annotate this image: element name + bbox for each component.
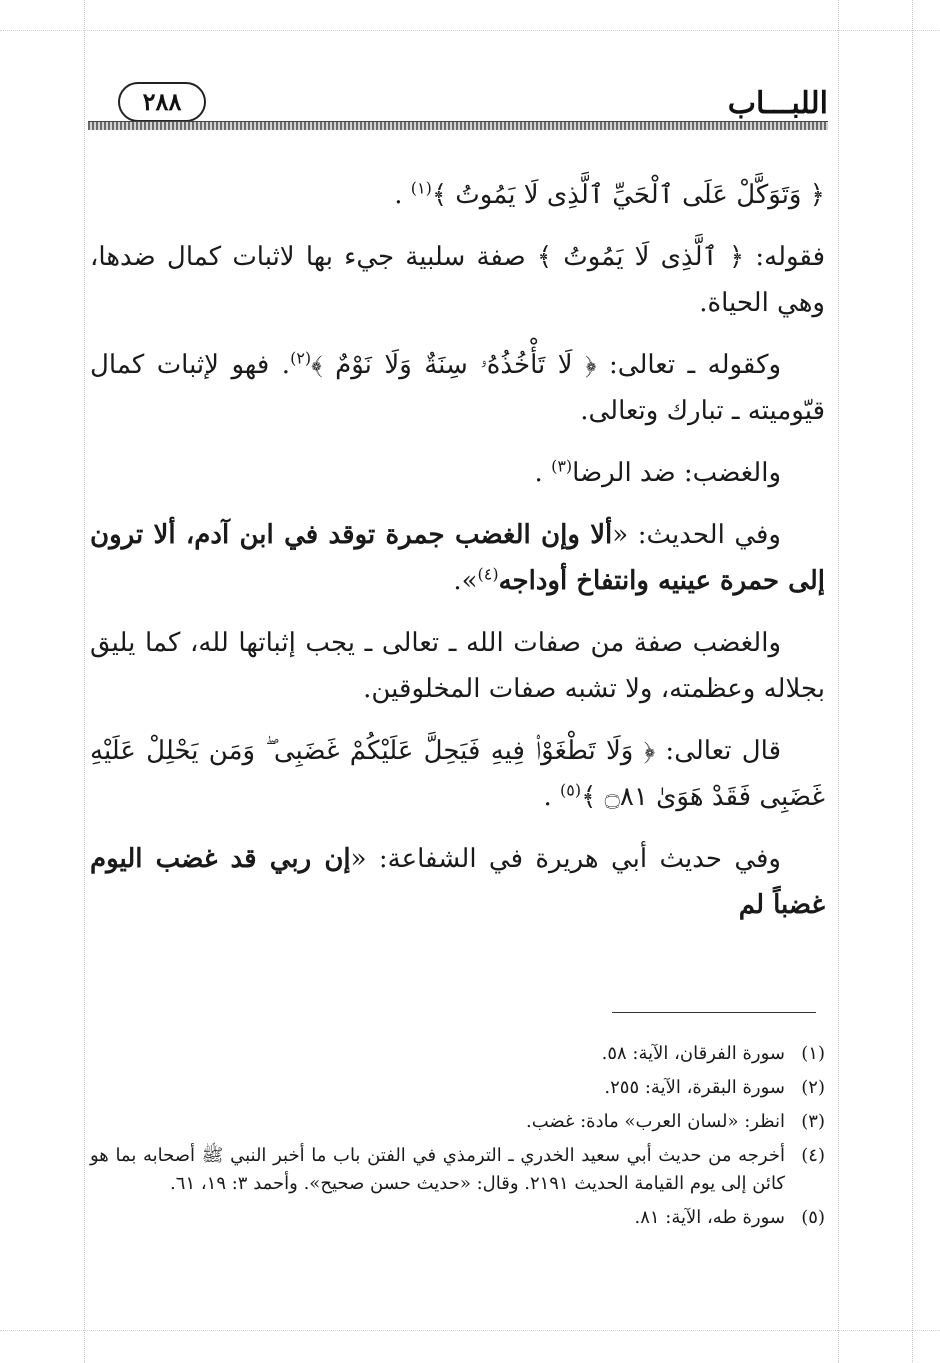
paragraph-6 (90, 620, 825, 712)
paragraph-4 (90, 450, 825, 496)
footnote (90, 1204, 825, 1232)
paragraph-1 (90, 172, 825, 218)
paragraph-2 (90, 234, 825, 326)
footnote-number: (٣) (801, 1111, 825, 1132)
paragraph-text: وفي الحديث: « (612, 520, 781, 550)
paragraph-8 (90, 836, 825, 928)
footnote-number: (١) (801, 1043, 825, 1064)
footnote-ref: (٤) (477, 564, 499, 584)
hadith-text: إن ربي قد غضب اليوم غضباً لم (90, 844, 825, 920)
quran-verse: ﴿ ٱلَّذِى لَا يَمُوتُ ﴾ (536, 242, 745, 272)
paragraph-text: . (543, 782, 561, 812)
paragraph-text: صفة سلبية جيء بها لاثبات كمال ضدها، وهي الحياة. (90, 242, 825, 318)
quran-verse: ﴿ وَتَوَكَّلْ عَلَى ٱلْحَيِّ ٱلَّذِى لَا يَمُوتُ ﴾ (431, 180, 825, 210)
footnote (90, 1074, 825, 1102)
paragraph-text: فقوله: (744, 242, 825, 272)
footnote-ref: (٢) (290, 348, 312, 368)
paragraph-3 (90, 342, 825, 434)
paragraph-text: قال تعالى: (655, 736, 782, 766)
paragraph-text: . (534, 458, 552, 488)
footnote (90, 1108, 825, 1136)
paragraph-5 (90, 512, 825, 604)
footnote-text: سورة البقرة، الآية: ٢٥٥. (604, 1077, 785, 1098)
scan-guide-line (0, 1330, 940, 1331)
paragraph-text: وكقوله ـ تعالى: (596, 350, 782, 380)
paragraph-7 (90, 728, 825, 820)
footnote (90, 1142, 825, 1198)
scan-guide-line (838, 0, 839, 1363)
paragraph-text: والغضب صفة من صفات الله ـ تعالى ـ يجب إثباتها لله، كما يليق بجلاله وعظمته، ولا تشبه صفات المخلوقين. (90, 628, 825, 704)
quran-verse: ﴿ وَلَا تَطْغَوْا۟ فِيهِ فَيَحِلَّ عَلَيْكُمْ غَضَبِى ۖ وَمَن يَحْلِلْ عَلَيْهِ غَضَبِى فَقَدْ هَوَىٰ ۝٨١ ﴾ (90, 736, 825, 812)
footnote-separator (612, 1012, 816, 1013)
footnote-number: (٢) (801, 1077, 825, 1098)
paragraph-text: . (394, 180, 411, 210)
header-rule-hatched (88, 122, 828, 130)
paragraph-text: والغضب: ضد الرضا (572, 458, 781, 488)
footnote-number: (٤) (801, 1145, 825, 1166)
body-text (90, 172, 825, 944)
footnote-text: سورة الفرقان، الآية: ٥٨. (601, 1043, 785, 1064)
paragraph-text: ». (453, 566, 478, 596)
hadith-text: ألا وإن الغضب جمرة توقد في ابن آدم، ألا ترون إلى حمرة عينيه وانتفاخ أوداجه (90, 520, 825, 596)
scan-guide-line (912, 0, 913, 1363)
footnote-text: أخرجه من حديث أبي سعيد الخدري ـ الترمذي في الفتن باب ما أخبر النبي ﷺ أصحابه بما هو كائن إلى يوم القيامة الحديث ٢١٩١. وقال: «حديث حسن صحيح». وأحمد ٣: ١٩، ٦١. (90, 1145, 785, 1194)
quran-verse: ﴿ لَا تَأْخُذُهُۥ سِنَةٌ وَلَا نَوْمٌ ﴾ (311, 350, 597, 380)
footnote-ref: (٣) (551, 456, 573, 476)
footnote (90, 1040, 825, 1068)
scan-guide-line (84, 0, 85, 1363)
footnote-ref: (١) (410, 178, 432, 198)
paragraph-text: . فهو لإثبات كمال قيّوميته ـ تبارك وتعالى. (90, 350, 825, 426)
footnote-ref: (٥) (560, 780, 582, 800)
scan-guide-line (0, 30, 940, 31)
footnote-text: انظر: «لسان العرب» مادة: غضب. (525, 1111, 785, 1132)
footnote-text: سورة طه، الآية: ٨١. (634, 1207, 785, 1228)
footnotes (90, 1040, 825, 1238)
footnote-number: (٥) (801, 1207, 825, 1228)
running-title: اللبـــاب (727, 86, 828, 121)
paragraph-text: وفي حديث أبي هريرة في الشفاعة: « (350, 844, 781, 874)
page-number: ٢٨٨ (118, 82, 206, 122)
